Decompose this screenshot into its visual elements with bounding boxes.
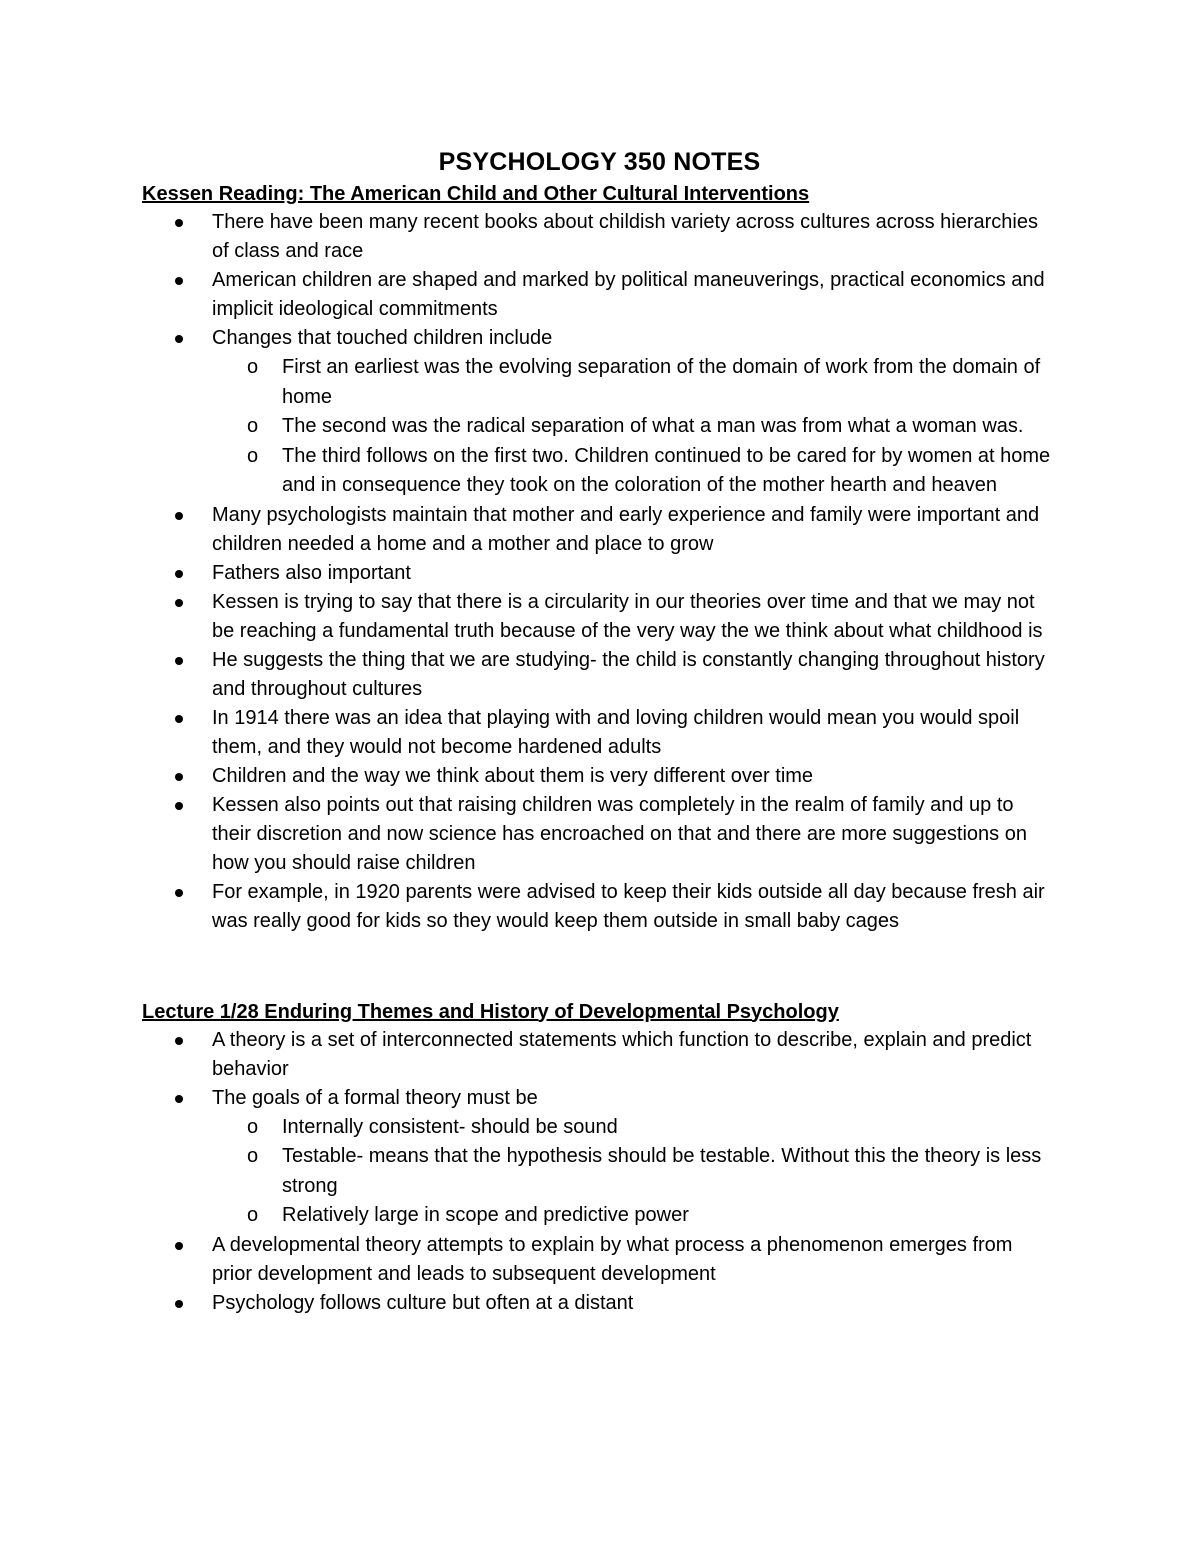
- sub-bullet-text: First an earliest was the evolving separation of the domain of work from the domain of home: [282, 356, 1041, 408]
- bullet-item: [212, 791, 1057, 878]
- bullet-text: For example, in 1920 parents were advised to keep their kids outside all day because fresh air was really good for kids so they would keep them outside in small baby cages: [212, 880, 1045, 932]
- bullet-item: [212, 1231, 1057, 1289]
- hollow-bullet-icon: o: [247, 415, 259, 437]
- bullet-text: He suggests the thing that we are studying- the child is constantly changing throughout history and throughout cultures: [212, 648, 1045, 700]
- bullet-dot-icon: [175, 1037, 183, 1045]
- bullet-list: [142, 1026, 1057, 1318]
- hollow-bullet-icon: o: [247, 356, 259, 378]
- sub-bullet-text: Internally consistent- should be sound: [282, 1115, 618, 1138]
- sub-bullet-item: [247, 442, 1057, 501]
- bullet-dot-icon: [175, 512, 183, 520]
- hollow-bullet-icon: o: [247, 444, 259, 467]
- hollow-bullet-icon: o: [247, 1145, 259, 1167]
- bullet-dot-icon: [175, 1242, 183, 1250]
- bullet-dot-icon: [175, 657, 183, 665]
- bullet-dot-icon: [175, 1095, 183, 1103]
- bullet-item: [212, 559, 1057, 588]
- bullet-item: [212, 588, 1057, 646]
- bullet-text: The goals of a formal theory must be: [212, 1086, 538, 1109]
- document-page: [142, 146, 1057, 1318]
- sub-bullet-text: Relatively large in scope and predictive power: [282, 1204, 689, 1226]
- hollow-bullet-icon: o: [247, 1115, 259, 1138]
- bullet-item: [212, 1289, 1057, 1318]
- sub-bullet-item: [247, 412, 1057, 442]
- bullet-text: Many psychologists maintain that mother and early experience and family were important and children needed a home and a mother and place to grow: [212, 503, 1040, 555]
- bullet-text: Kessen also points out that raising children was completely in the realm of family and up to their discretion and now science has encroached on that and there are more suggestions on how you should raise children: [212, 793, 1027, 874]
- sub-bullet-item: [247, 1113, 1057, 1143]
- bullet-dot-icon: [175, 773, 183, 781]
- sub-bullet-text: The second was the radical separation of what a man was from what a woman was.: [282, 415, 1024, 437]
- bullet-text: Kessen is trying to say that there is a circularity in our theories over time and that we may not be reaching a fundamental truth because of the very way the we think about what childhood is: [212, 590, 1043, 642]
- bullet-text: Fathers also important: [212, 561, 411, 584]
- bullet-text: A theory is a set of interconnected statements which function to describe, explain and predict behavior: [212, 1028, 1032, 1080]
- notes-section: [142, 180, 1057, 936]
- bullet-item: [212, 704, 1057, 762]
- bullet-item: [212, 1026, 1057, 1084]
- notes-body: [142, 180, 1057, 1318]
- bullet-text: In 1914 there was an idea that playing with and loving children would mean you would spoil them, and they would not become hardened adults: [212, 706, 1020, 758]
- page-title: PSYCHOLOGY 350 NOTES: [438, 148, 761, 176]
- sub-bullet-text: The third follows on the first two. Children continued to be cared for by women at home and in consequence they took on the coloration of the mother hearth and heaven: [282, 444, 1051, 496]
- bullet-text: Children and the way we think about them is very different over time: [212, 764, 814, 787]
- bullet-list: [142, 208, 1057, 936]
- bullet-item: [212, 208, 1057, 266]
- sub-bullet-item: [247, 1201, 1057, 1231]
- bullet-dot-icon: [175, 599, 183, 607]
- sub-bullet-text: Testable- means that the hypothesis should be testable. Without this the theory is less strong: [282, 1145, 1042, 1197]
- sub-bullet-list: [212, 353, 1057, 501]
- sub-bullet-item: [247, 1142, 1057, 1201]
- bullet-text: Changes that touched children include: [212, 327, 553, 349]
- bullet-text: There have been many recent books about childish variety across cultures across hierarchies of class and race: [212, 211, 1038, 262]
- bullet-item: [212, 646, 1057, 704]
- hollow-bullet-icon: o: [247, 1204, 259, 1226]
- sub-bullet-list: [212, 1113, 1057, 1231]
- bullet-dot-icon: [175, 335, 183, 343]
- bullet-dot-icon: [175, 889, 183, 897]
- bullet-item: [212, 324, 1057, 501]
- notes-section: [142, 998, 1057, 1318]
- bullet-text: Psychology follows culture but often at a distant: [212, 1291, 634, 1314]
- section-spacer: [142, 936, 1057, 998]
- bullet-dot-icon: [175, 277, 183, 285]
- bullet-dot-icon: [175, 219, 183, 227]
- bullet-item: [212, 501, 1057, 559]
- bullet-dot-icon: [175, 802, 183, 810]
- bullet-dot-icon: [175, 1300, 183, 1308]
- section-heading: Kessen Reading: The American Child and Other Cultural Interventions: [142, 183, 810, 205]
- bullet-text: A developmental theory attempts to explain by what process a phenomenon emerges from prior development and leads to subsequent development: [212, 1233, 1013, 1285]
- section-heading: Lecture 1/28 Enduring Themes and History of Developmental Psychology: [142, 1000, 839, 1023]
- bullet-dot-icon: [175, 715, 183, 723]
- bullet-item: [212, 1084, 1057, 1231]
- bullet-item: [212, 762, 1057, 791]
- sub-bullet-item: [247, 353, 1057, 412]
- bullet-dot-icon: [175, 570, 183, 578]
- bullet-item: [212, 878, 1057, 936]
- bullet-item: [212, 266, 1057, 324]
- bullet-text: American children are shaped and marked by political maneuverings, practical economics and implicit ideological commitments: [212, 269, 1045, 320]
